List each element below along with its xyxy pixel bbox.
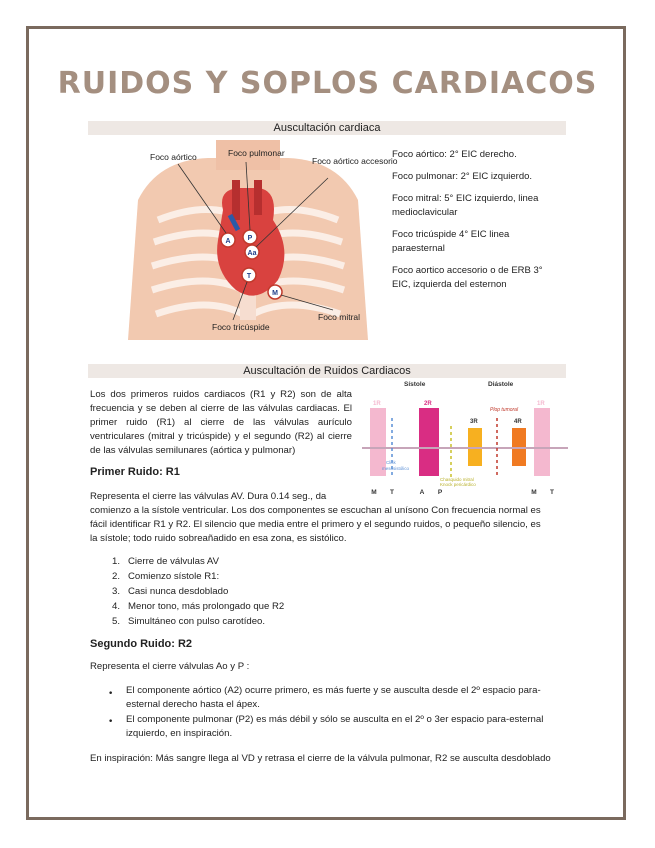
mark-t: T <box>246 273 252 280</box>
foci-list <box>392 148 562 292</box>
label-1r-2: 1R <box>537 401 545 407</box>
focus-item: Foco aórtico: 2° EIC derecho. <box>392 149 517 160</box>
bottom-t: T <box>390 489 394 496</box>
r1-paragraph-line3: fácil identificar R1 y R2. El silencio que media entre el primero y el segundo ruidos, o pequeño silencio, es <box>90 519 541 530</box>
r2-bullet: El componente aórtico (A2) ocurre primero, es más fuerte y se ausculta desde el 2º espacio para-esternal derecho hasta el ápex. <box>126 685 541 710</box>
list-item: 4. Menor tono, más prolongado que R2 <box>112 601 285 612</box>
focus-item: Foco aortico accesorio o de ERB 3° EIC, izquierda del esternon <box>392 265 543 290</box>
bottom-p: P <box>437 489 443 496</box>
r2-heading: Segundo Ruido: R2 <box>90 638 193 650</box>
label-click-2: mesosistólico <box>382 466 410 471</box>
label-plop: Plop tumoral <box>490 407 519 413</box>
label-foco-mitral: Foco mitral <box>318 312 361 322</box>
label-foco-pulmonar: Foco pulmonar <box>228 148 285 158</box>
chart-diastole: Diástole <box>488 381 514 388</box>
footer-note: En inspiración: Más sangre llega al VD y retrasa el cierre de la válvula pulmonar, R2 se ausculta desdoblado <box>90 753 551 764</box>
mark-m: M <box>272 290 278 297</box>
mark-a: A <box>225 238 231 245</box>
bar-2r <box>419 408 439 476</box>
section-heading-text: Auscultación cardiaca <box>273 122 381 134</box>
heart-sounds-chart <box>362 378 568 496</box>
label-chasquido: Chasquido mitral <box>440 477 474 482</box>
label-4r: 4R <box>514 419 522 425</box>
intro-paragraph: Los dos primeros ruidos cardiacos (R1 y R2) son de alta frecuencia y se deben al cierre de las válvulas cardiacas. El primer ruido (R1) al cierre de las válvulas aurículo ventriculares (mitral y tricúspide) y el segundo (R2) al cierre de las válvulas semilunares (aórtica y pulmonar) <box>90 389 352 456</box>
r1-paragraph-line4: la sístole; todo ruido sobreañadido en esa zona, es sistólico. <box>90 533 347 544</box>
bottom-m-2: M <box>531 489 537 496</box>
section-heading-ruidos <box>88 364 566 378</box>
r2-intro: Representa el cierre válvulas Ao y P : <box>90 661 250 672</box>
list-item-text: Casi nunca desdoblado <box>128 586 229 597</box>
list-item: 1. Cierre de válvulas AV <box>112 556 220 567</box>
mark-p: P <box>247 235 253 242</box>
label-foco-aortico-accesorio: Foco aórtico accesorio <box>312 156 398 166</box>
list-item: 2. Comienzo sístole R1: <box>112 571 220 582</box>
label-foco-tricuspide: Foco tricúspide <box>212 322 270 332</box>
section-heading-auscultacion <box>88 121 566 135</box>
focus-item: Foco mitral: 5° EIC izquierdo, linea medioclavicular <box>392 193 539 218</box>
list-item-text: Menor tono, más prolongado que R2 <box>128 601 285 612</box>
mark-aa: Aa <box>247 250 257 257</box>
bottom-t-2: T <box>550 489 554 496</box>
list-item: 3. Casi nunca desdoblado <box>112 586 229 597</box>
label-3r: 3R <box>470 419 478 425</box>
bottom-m: M <box>371 489 377 496</box>
r1-heading: Primer Ruido: R1 <box>90 466 180 478</box>
label-1r: 1R <box>373 401 381 407</box>
section-heading-text: Auscultación de Ruidos Cardiacos <box>243 365 411 377</box>
bullet-dot: • <box>108 717 114 727</box>
page-title: RUIDOS Y SOPLOS CARDIACOS <box>57 66 598 101</box>
focus-item: Foco pulmonar: 2° EIC izquierdo. <box>392 171 533 182</box>
bullet-dot: • <box>108 689 114 699</box>
label-click: Click <box>386 460 396 465</box>
bar-1r-2 <box>534 408 550 476</box>
list-item: 5. Simultáneo con pulso carotídeo. <box>112 616 266 627</box>
bottom-a: A <box>419 489 425 496</box>
r1-paragraph-line2: comienzo a la sístole ventricular. Los dos componentes se escuchan al unísono Con frecuencia normal es <box>90 505 541 516</box>
r2-bullet: El componente pulmonar (P2) es más débil y sólo se ausculta en el 2º o 3er espacio para-esternal izquierdo, en inspiración. <box>126 714 544 739</box>
list-item-text: Cierre de válvulas AV <box>128 556 220 567</box>
list-item-text: Comienzo sístole R1: <box>128 571 220 582</box>
list-item-text: Simultáneo con pulso carotídeo. <box>128 616 266 627</box>
r1-paragraph-line1: Representa el cierre las válvulas AV. Dura 0.14 seg., da <box>90 491 327 502</box>
chart-sistole: Sístole <box>404 381 426 388</box>
label-2r: 2R <box>424 401 432 407</box>
focus-item: Foco tricúspide 4° EIC linea paraesternal <box>392 229 510 254</box>
label-foco-aortico: Foco aórtico <box>150 152 197 162</box>
chest-diagram <box>118 140 398 340</box>
label-knock: Knock pericárdico <box>440 482 476 487</box>
